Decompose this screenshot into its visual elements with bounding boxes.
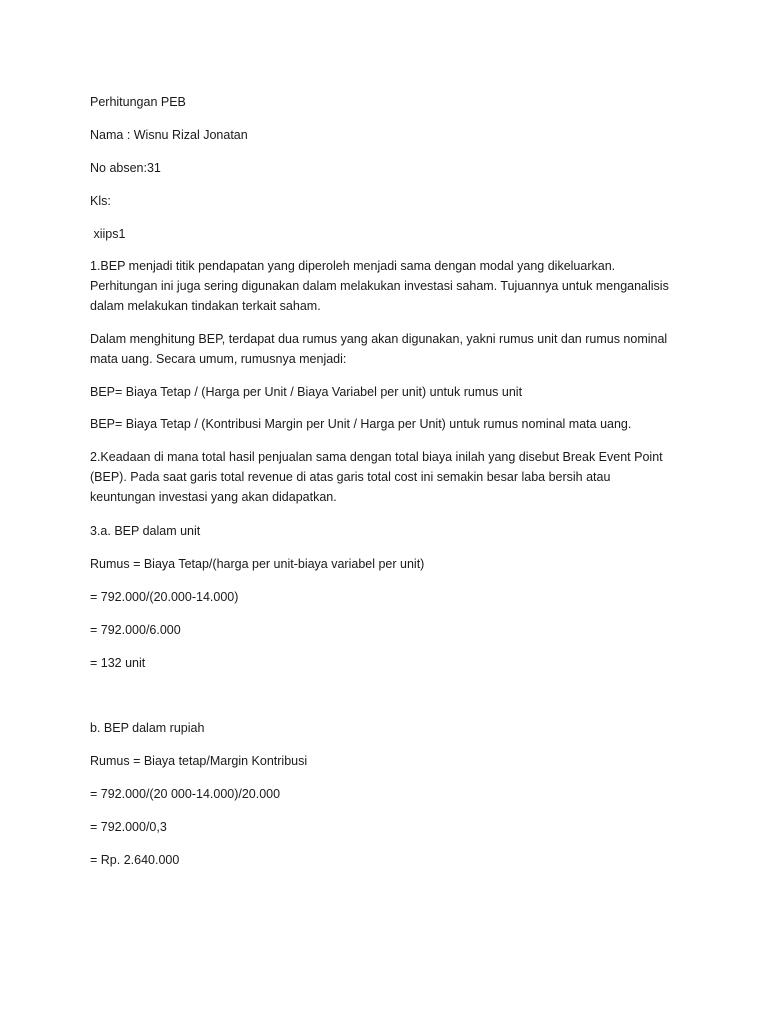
student-name: Nama : Wisnu Rizal Jonatan bbox=[90, 128, 248, 142]
answer-1-line: dalam melakukan tindakan terkait saham. bbox=[90, 299, 321, 313]
answer-3b-heading: b. BEP dalam rupiah bbox=[90, 721, 205, 735]
answer-3b-formula: Rumus = Biaya tetap/Margin Kontribusi bbox=[90, 754, 308, 768]
student-absen: No absen:31 bbox=[90, 161, 161, 175]
answer-1-line: Perhitungan ini juga sering digunakan dalam melakukan investasi saham. Tujuannya untuk menganalisis bbox=[90, 279, 669, 293]
class-value: xiips1 bbox=[90, 227, 126, 241]
answer-1-intro-line: Dalam menghitung BEP, terdapat dua rumus yang akan digunakan, yakni rumus unit dan rumus nominal bbox=[90, 332, 668, 346]
formula-nominal: BEP= Biaya Tetap / (Kontribusi Margin per Unit / Harga per Unit) untuk rumus nominal mata uang. bbox=[90, 417, 632, 431]
answer-3b-step2: = 792.000/0,3 bbox=[90, 820, 167, 834]
answer-1-intro bbox=[90, 329, 690, 369]
class-label: Kls: bbox=[90, 194, 111, 208]
answer-3a-formula: Rumus = Biaya Tetap/(harga per unit-biaya variabel per unit) bbox=[90, 557, 425, 571]
answer-1-line: 1.BEP menjadi titik pendapatan yang diperoleh menjadi sama dengan modal yang dikeluarkan. bbox=[90, 259, 616, 273]
answer-1-intro-line: mata uang. Secara umum, rumusnya menjadi: bbox=[90, 352, 347, 366]
answer-3b-result: = Rp. 2.640.000 bbox=[90, 853, 180, 867]
answer-3b-step1: = 792.000/(20 000-14.000)/20.000 bbox=[90, 787, 281, 801]
answer-3a-heading: 3.a. BEP dalam unit bbox=[90, 524, 201, 538]
answer-2-line: 2.Keadaan di mana total hasil penjualan sama dengan total biaya inilah yang disebut Break Event Point bbox=[90, 450, 663, 464]
answer-3a-result: = 132 unit bbox=[90, 656, 146, 670]
document-title: Perhitungan PEB bbox=[90, 95, 186, 109]
formula-unit: BEP= Biaya Tetap / (Harga per Unit / Biaya Variabel per unit) untuk rumus unit bbox=[90, 385, 523, 399]
answer-2-paragraph bbox=[90, 447, 690, 507]
answer-1-paragraph bbox=[90, 256, 690, 316]
answer-3a-step1: = 792.000/(20.000-14.000) bbox=[90, 590, 239, 604]
answer-3a-step2: = 792.000/6.000 bbox=[90, 623, 181, 637]
answer-2-line: keuntungan investasi yang akan didapatkan. bbox=[90, 490, 337, 504]
answer-2-line: (BEP). Pada saat garis total revenue di atas garis total cost ini semakin besar laba bersih atau bbox=[90, 470, 611, 484]
